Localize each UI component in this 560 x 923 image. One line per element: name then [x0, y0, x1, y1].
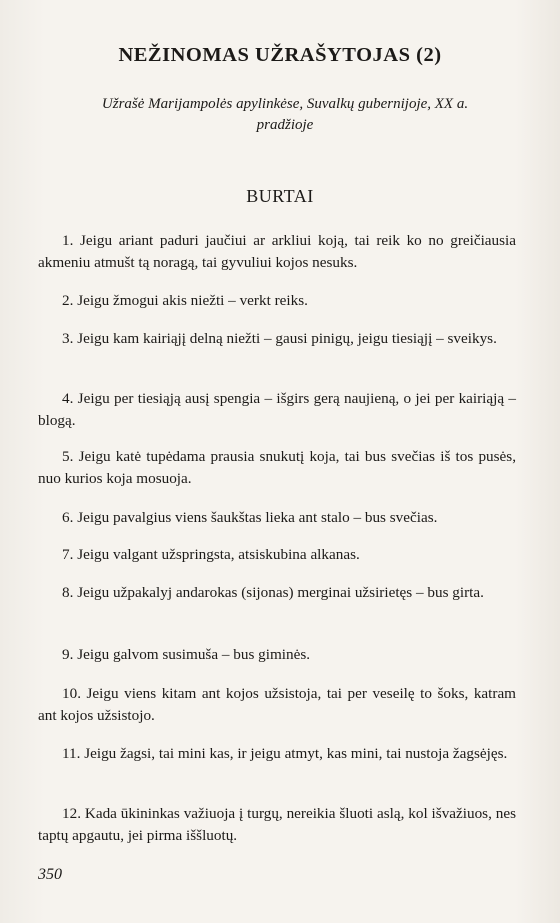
paragraph-item-7: 7. Jeigu valgant užspringsta, atsiskubina alkanas. [62, 546, 360, 563]
section-title: BURTAI [246, 186, 314, 206]
paragraph-item-10: 10. Jeigu viens kitam ant kojos užsistoja, tai per veseilę to šoks, katram ant kojos užsistojo. [38, 685, 516, 724]
page-number: 350 [38, 866, 62, 883]
page-subtitle: Užrašė Marijampolės apylinkėse, Suvalkų gubernijoje, XX a. pradžioje [101, 96, 469, 133]
page-title: NEŽINOMAS UŽRAŠYTOJAS (2) [118, 44, 442, 66]
paragraph-item-4: 4. Jeigu per tiesiąją ausį spengia – išgirs gerą naujieną, o jei per kairiąją – blogą. [38, 390, 516, 429]
paragraph-item-3: 3. Jeigu kam kairiąjį delną niežti – gausi pinigų, jeigu tiesiąjį – sveikys. [62, 330, 497, 347]
paragraph-item-1: 1. Jeigu ariant paduri jaučiui ar arkliui koją, tai reik ko no greičiausia akmeniu atmušt tą noragą, tai gyvuliui kojos nesuks. [38, 232, 516, 271]
paragraph-item-12: 12. Kada ūkininkas važiuoja į turgų, nereikia šluoti aslą, kol išvažiuos, nes taptų apgautu, jei pirma iššluotų. [38, 805, 516, 844]
paragraph-item-6: 6. Jeigu pavalgius viens šaukštas lieka ant stalo – bus svečias. [62, 509, 438, 526]
paragraph-item-11: 11. Jeigu žagsi, tai mini kas, ir jeigu atmyt, kas mini, tai nustoja žagsėjęs. [62, 745, 508, 762]
paragraph-item-5: 5. Jeigu katė tupėdama prausia snukutį koja, tai bus svečias iš tos pusės, nuo kurios koja mosuoja. [38, 448, 516, 487]
paragraph-item-9: 9. Jeigu galvom susimuša – bus giminės. [62, 646, 311, 663]
paragraph-item-8: 8. Jeigu užpakalyj andarokas (sijonas) merginai užsirietęs – bus girta. [62, 584, 484, 601]
paragraph-item-2: 2. Jeigu žmogui akis niežti – verkt reiks. [62, 292, 308, 309]
